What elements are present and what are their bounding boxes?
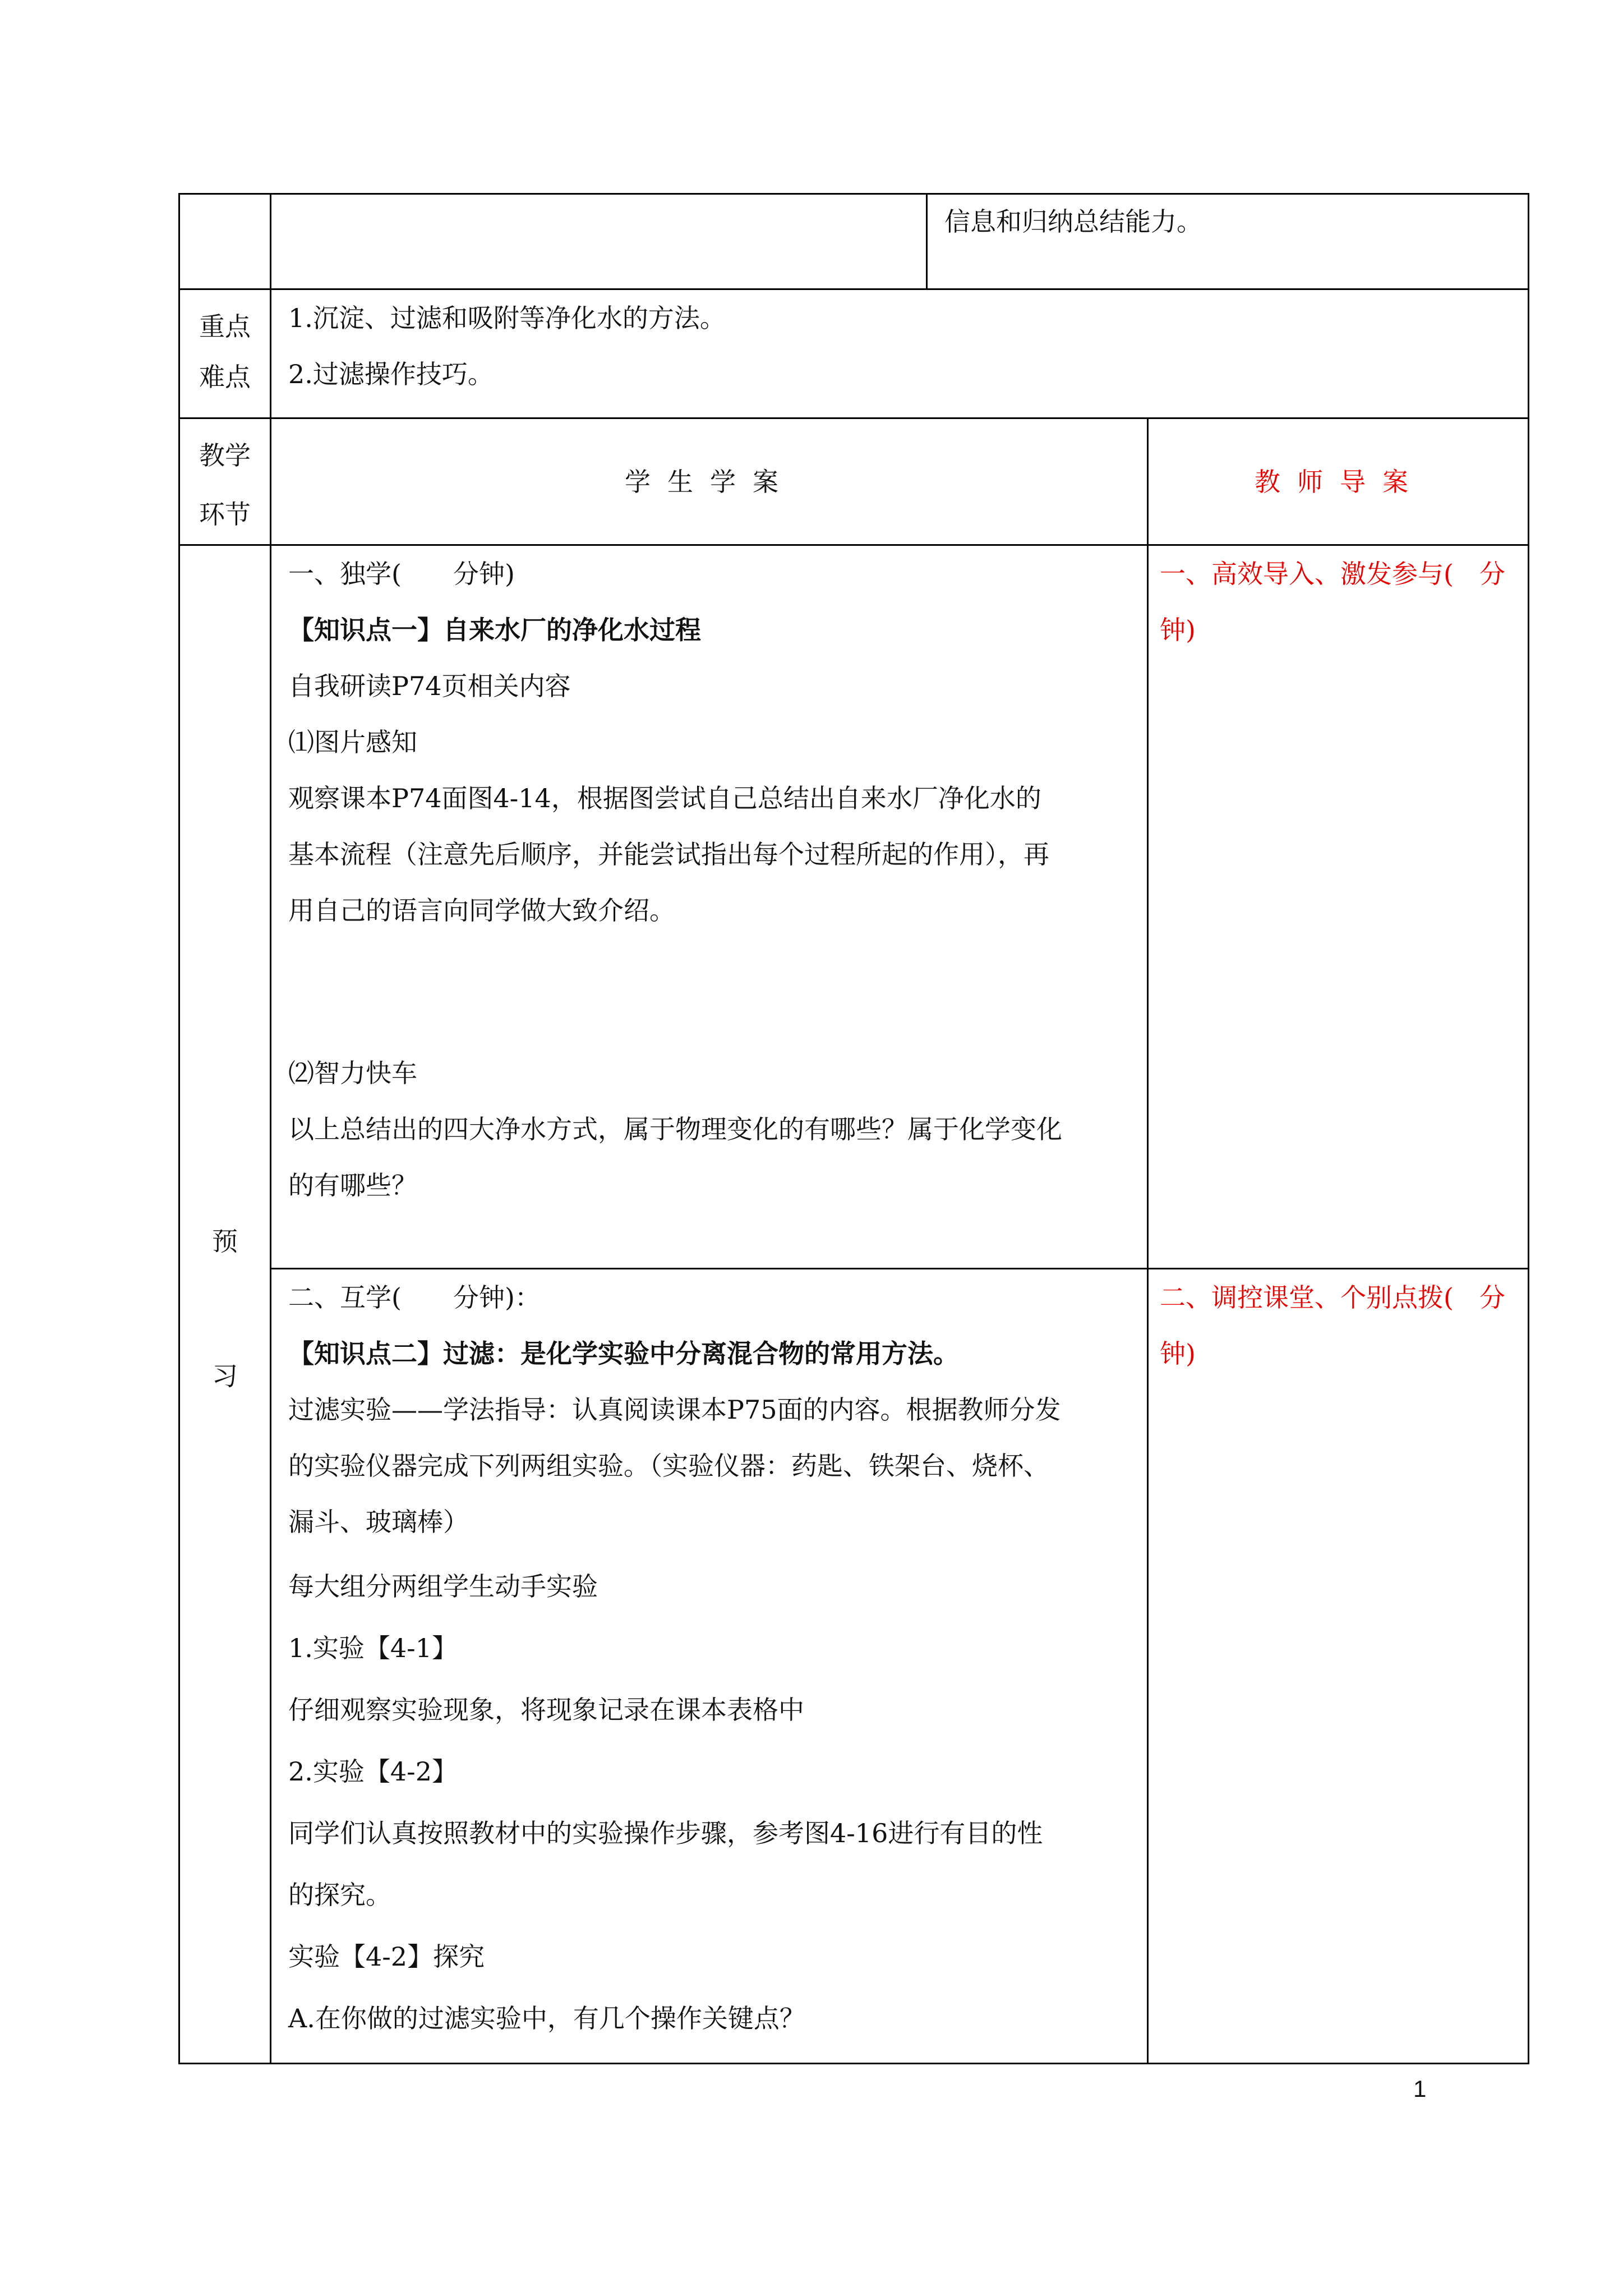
section1-teacher-line2: 钟)	[1160, 615, 1196, 645]
header-teacher-cell	[1147, 417, 1529, 544]
section2-para1-line1: 过滤实验——学法指导：认真阅读课本P75面的内容。根据教师分发	[288, 1395, 1061, 1425]
key-point-item-2: 2.过滤操作技巧。	[288, 359, 494, 389]
key-points-content-cell	[270, 288, 1529, 417]
key-points-label-2: 难点	[199, 362, 251, 392]
section1-knowledge-point	[288, 602, 701, 658]
section1-teacher-cell	[1147, 544, 1529, 1268]
row1-middle-cell	[270, 193, 926, 288]
section2-title: 二、互学( 分钟)：	[288, 1282, 541, 1313]
section2-para1-line3: 漏斗、玻璃棒）	[288, 1507, 469, 1537]
section2-exp2-desc-line1: 同学们认真按照教材中的实验操作步骤，参考图4-16进行有目的性	[288, 1818, 1043, 1848]
section2-teacher-line1: 二、调控课堂、个别点拨( 分	[1160, 1282, 1505, 1313]
section2-question-a: A.在你做的过滤实验中，有几个操作关键点？	[288, 2003, 805, 2033]
section1-student-cell	[270, 544, 1147, 1268]
section1-teacher-line1: 一、高效导入、激发参与( 分	[1160, 559, 1505, 589]
section1-para1-line1: 观察课本P74面图4-14，根据图尝试自己总结出自来水厂净化水的	[288, 783, 1041, 813]
section2-knowledge-point	[288, 1326, 959, 1382]
row1-right-cell	[926, 193, 1529, 288]
section2-para1-line2: 的实验仪器完成下列两组实验。（实验仪器：药匙、铁架台、烧杯、	[288, 1451, 1049, 1481]
section2-teacher-line2: 钟)	[1160, 1338, 1196, 1369]
section1-title: 一、独学( 分钟)	[288, 559, 515, 589]
section2-group: 每大组分两组学生动手实验	[288, 1571, 598, 1602]
key-points-label-cell	[178, 288, 270, 417]
preview-label-char-1: 预	[212, 1226, 238, 1257]
student-plan-heading: 学生学案	[625, 467, 795, 497]
header-student-cell	[270, 417, 1147, 544]
section2-teacher-cell	[1147, 1268, 1529, 2064]
key-point-item-1: 1.沉淀、过滤和吸附等净化水的方法。	[288, 303, 726, 333]
header-label-cell	[178, 417, 270, 544]
section1-para1-line2: 基本流程（注意先后顺序，并能尝试指出每个过程所起的作用），再	[288, 839, 1049, 869]
section2-exp2-desc-line2: 的探究。	[288, 1880, 391, 1910]
section1-kp-title: 自来水厂的净化水过程	[443, 615, 701, 645]
section1-para1-line3: 用自己的语言向同学做大致介绍。	[288, 895, 675, 926]
section2-explore: 实验【4-2】探究	[288, 1941, 485, 1972]
section1-sub2: ⑵智力快车	[288, 1058, 417, 1088]
row1-label-cell	[178, 193, 270, 288]
section1-para2-line1: 以上总结出的四大净水方式，属于物理变化的有哪些？属于化学变化	[288, 1114, 1062, 1144]
section1-read: 自我研读P74页相关内容	[288, 671, 571, 701]
section1-sub1: ⑴图片感知	[288, 727, 417, 757]
preview-label-cell	[178, 544, 270, 2064]
header-label-1: 教学	[199, 440, 251, 471]
section2-exp1: 1.实验【4-1】	[288, 1633, 458, 1663]
section1-para2-line2: 的有哪些？	[288, 1170, 417, 1200]
section2-kp-title: 过滤：是化学实验中分离混合物的常用方法。	[443, 1338, 959, 1369]
section2-kp-prefix: 【知识点二】	[288, 1338, 443, 1369]
section2-exp2: 2.实验【4-2】	[288, 1756, 458, 1787]
section2-exp1-desc: 仔细观察实验现象，将现象记录在课本表格中	[288, 1695, 804, 1725]
section1-kp-prefix: 【知识点一】	[288, 615, 443, 645]
page-number: 1	[1413, 2076, 1427, 2102]
row1-right-text: 信息和归纳总结能力。	[944, 206, 1202, 237]
section2-student-cell	[270, 1268, 1147, 2064]
header-label-2: 环节	[199, 499, 251, 530]
preview-label-char-2: 习	[212, 1361, 238, 1391]
teacher-plan-heading: 教师导案	[1255, 467, 1425, 497]
key-points-label-1: 重点	[199, 311, 251, 342]
